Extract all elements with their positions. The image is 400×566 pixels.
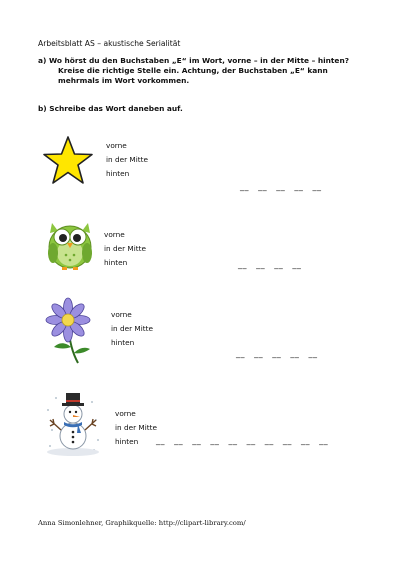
option-front[interactable]: vorne bbox=[104, 230, 125, 239]
option-middle[interactable]: in der Mitte bbox=[115, 423, 157, 432]
options-item-2 bbox=[104, 228, 146, 270]
options-item-1 bbox=[106, 139, 148, 181]
snowman-icon bbox=[44, 390, 102, 458]
answer-blanks-3[interactable]: __ __ __ __ __ bbox=[236, 349, 318, 358]
option-middle[interactable]: in der Mitte bbox=[104, 244, 146, 253]
option-front[interactable]: vorne bbox=[111, 310, 132, 319]
option-front[interactable]: vorne bbox=[106, 141, 127, 150]
page-title: Arbeitsblatt AS – akustische Serialität bbox=[38, 39, 181, 48]
task-a-question: a) Wo hörst du den Buchstaben „E“ im Wort, vorne – in der Mitte – hinten? bbox=[38, 56, 349, 65]
option-end[interactable]: hinten bbox=[104, 258, 128, 267]
answer-blanks-4[interactable]: __ __ __ __ __ __ __ __ __ __ bbox=[156, 436, 329, 445]
task-a-instruction: Kreise die richtige Stelle ein. Achtung, der Buchstaben „E“ kann mehrmals im Wort vorkommen. bbox=[58, 66, 328, 85]
option-end[interactable]: hinten bbox=[111, 338, 135, 347]
option-middle[interactable]: in der Mitte bbox=[111, 324, 153, 333]
footer-credit: Anna Simonlehner, Graphikquelle: http://clipart-library.com/ bbox=[38, 519, 246, 527]
owl-icon bbox=[44, 213, 96, 271]
answer-blanks-1[interactable]: __ __ __ __ __ bbox=[240, 182, 322, 191]
star-icon bbox=[40, 135, 96, 187]
options-item-3 bbox=[111, 308, 153, 350]
flower-icon bbox=[44, 297, 96, 365]
task-a bbox=[38, 56, 358, 86]
answer-blanks-2[interactable]: __ __ __ __ bbox=[238, 260, 302, 269]
task-b: b) Schreibe das Wort daneben auf. bbox=[38, 104, 183, 113]
option-middle[interactable]: in der Mitte bbox=[106, 155, 148, 164]
option-front[interactable]: vorne bbox=[115, 409, 136, 418]
option-end[interactable]: hinten bbox=[115, 437, 139, 446]
options-item-4 bbox=[115, 407, 157, 449]
option-end[interactable]: hinten bbox=[106, 169, 130, 178]
